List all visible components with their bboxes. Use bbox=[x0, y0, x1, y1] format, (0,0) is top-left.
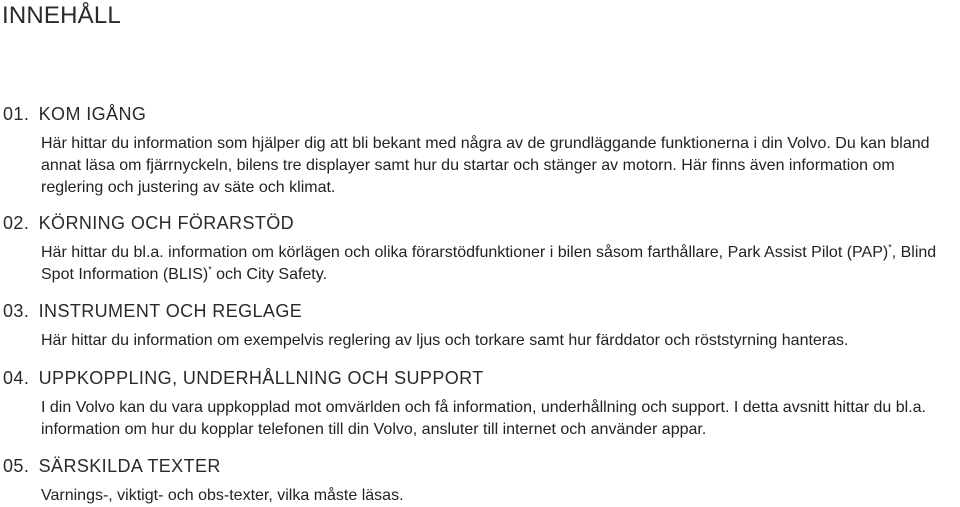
section-instrument-och-reglage bbox=[3, 301, 958, 352]
section-description: Här hittar du information som hjälper dig att bli bekant med några av de grundläggande funktionerna i din Volvo. Du kan bland annat läsa om fjärrnyckeln, bilens tre displayer samt hur du startar och stänger av motorn. Här finns även information om reglering och justering av säte och klimat. bbox=[41, 135, 930, 196]
page-title: INNEHÅLL bbox=[2, 2, 121, 29]
section-number: 04. bbox=[3, 368, 30, 388]
section-title: KÖRNING OCH FÖRARSTÖD bbox=[38, 213, 295, 233]
section-sarskilda-texter bbox=[3, 456, 958, 507]
section-heading[interactable] bbox=[3, 301, 958, 322]
section-title: INSTRUMENT OCH REGLAGE bbox=[38, 301, 303, 321]
section-title: UPPKOPPLING, UNDERHÅLLNING OCH SUPPORT bbox=[38, 368, 484, 388]
section-description: I din Volvo kan du vara uppkopplad mot omvärlden och få information, underhållning och support. I detta avsnitt hittar du bl.a. information om hur du kopplar telefonen till din Volvo, ansluter till internet och använder appar. bbox=[41, 399, 926, 438]
section-description bbox=[41, 242, 958, 286]
description-text: och City Safety. bbox=[211, 266, 328, 283]
section-number: 03. bbox=[3, 301, 30, 321]
footnote-marker: * bbox=[208, 264, 212, 275]
description-text: Här hittar du bl.a. information om körlägen och olika förarstödfunktioner i bilen såsom farthållare, Park Assist Pilot (PAP) bbox=[41, 244, 889, 261]
section-korning-och-forarstod bbox=[3, 213, 958, 286]
section-heading[interactable] bbox=[3, 456, 958, 477]
description-text: , Blind Spot Information (BLIS) bbox=[41, 244, 937, 283]
section-title: SÄRSKILDA TEXTER bbox=[38, 456, 221, 476]
section-description: Här hittar du information om exempelvis reglering av ljus och torkare samt hur färddator och röststyrning hanteras. bbox=[41, 332, 849, 349]
section-heading[interactable] bbox=[3, 368, 958, 389]
section-number: 05. bbox=[3, 456, 30, 476]
section-uppkoppling bbox=[3, 368, 958, 441]
section-number: 01. bbox=[3, 104, 30, 124]
section-number: 02. bbox=[3, 213, 30, 233]
section-heading[interactable] bbox=[3, 104, 958, 125]
section-kom-igang bbox=[3, 104, 958, 199]
section-heading[interactable] bbox=[3, 213, 958, 234]
footnote-marker: * bbox=[888, 242, 892, 253]
section-description: Varnings-, viktigt- och obs-texter, vilka måste läsas. bbox=[41, 487, 404, 504]
section-title: KOM IGÅNG bbox=[38, 104, 147, 124]
